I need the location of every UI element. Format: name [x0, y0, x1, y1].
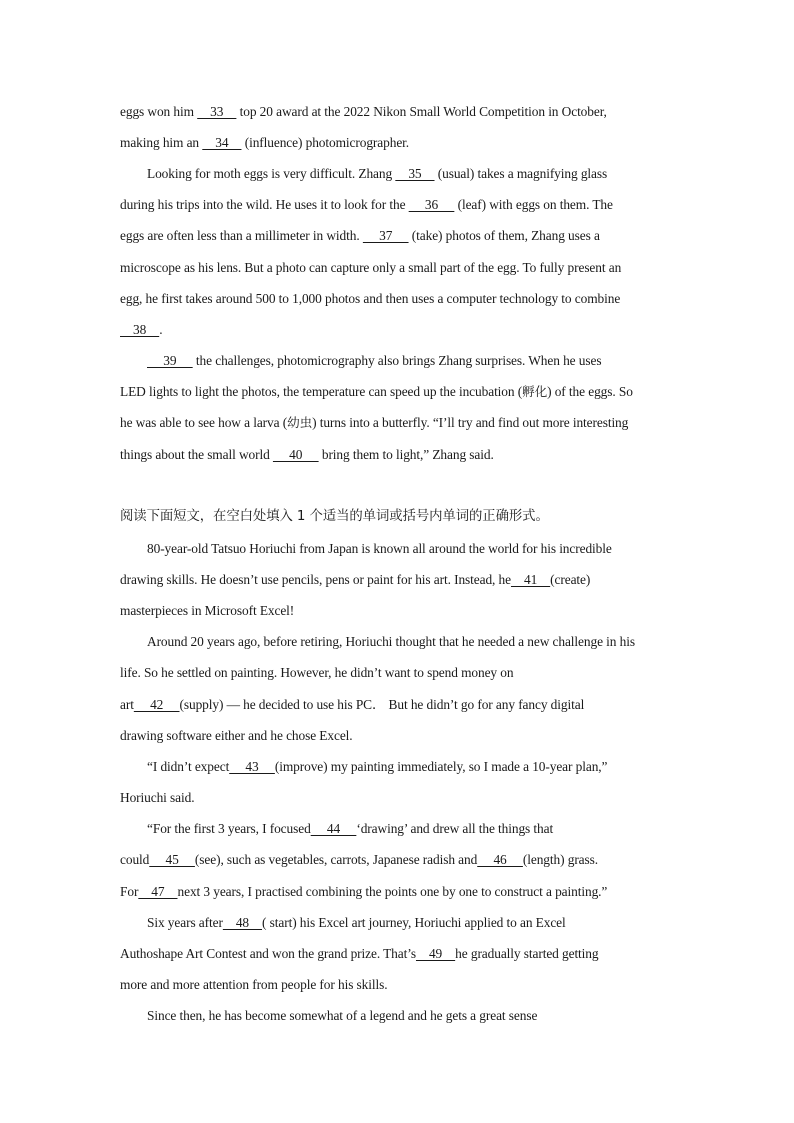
- blank-37[interactable]: 37: [362, 228, 409, 243]
- passage2-line-10: “For the first 3 years, I focused 44 ‘drawing’ and drew all the things that: [147, 821, 554, 836]
- passage1-line-4: during his trips into the wild. He uses it to look for the 36 (leaf) with eggs on them. The: [120, 197, 613, 212]
- passage1-line-11: he was able to see how a larva (幼虫) turns into a butterfly. “I’ll try and find out more interesting: [120, 415, 629, 430]
- passage2-line-11: could 45 (see), such as vegetables, carrots, Japanese radish and 46 (length) grass.: [120, 852, 598, 867]
- blank-42[interactable]: 42: [133, 697, 180, 712]
- passage1-line-12: things about the small world 40 bring them to light,” Zhang said.: [120, 447, 494, 462]
- passage1-line-10: LED lights to light the photos, the temperature can speed up the incubation (孵化) of the eggs. So: [120, 384, 633, 399]
- passage2-line-8: “I didn’t expect 43 (improve) my painting immediately, so I made a 10-year plan,”: [147, 759, 608, 774]
- blank-34[interactable]: 34: [202, 135, 242, 150]
- passage1-line-6: microscope as his lens. But a photo can capture only a small part of the egg. To fully present an: [120, 260, 622, 275]
- blank-33[interactable]: 33: [197, 104, 237, 119]
- section-instruction: 阅读下面短文，在空白处填入 1 个适当的单词或括号内单词的正确形式。: [120, 509, 549, 524]
- blank-40[interactable]: 40: [272, 447, 319, 462]
- passage2-line-3: masterpieces in Microsoft Excel!: [120, 603, 295, 618]
- passage1-line-9: 39 the challenges, photomicrography also brings Zhang surprises. When he uses: [147, 353, 602, 368]
- blank-41[interactable]: 41: [510, 572, 551, 587]
- blank-38[interactable]: 38: [120, 322, 160, 337]
- passage2-line-14: Authoshape Art Contest and won the grand prize. That’s 49 he gradually started getting: [120, 946, 599, 961]
- blank-43[interactable]: 43: [229, 759, 275, 774]
- passage2-line-6: art 42 (supply) — he decided to use his PC． But he didn’t go for any fancy digital: [120, 697, 585, 712]
- passage1-line-3: Looking for moth eggs is very difficult. Zhang 35 (usual) takes a magnifying glass: [147, 166, 608, 181]
- blank-35[interactable]: 35: [395, 166, 435, 181]
- blank-49[interactable]: 49: [415, 946, 456, 961]
- passage1-line-1: eggs won him 33 top 20 award at the 2022 Nikon Small World Competition in October,: [120, 104, 607, 119]
- passage2-line-9: Horiuchi said.: [120, 790, 195, 805]
- passage2-line-5: life. So he settled on painting. However, he didn’t want to spend money on: [120, 665, 514, 680]
- passage1-line-2: making him an 34 (influence) photomicrographer.: [120, 135, 410, 150]
- blank-47[interactable]: 47: [138, 884, 178, 899]
- blank-44[interactable]: 44: [310, 821, 357, 836]
- passage2-line-4: Around 20 years ago, before retiring, Horiuchi thought that he needed a new challenge in his: [147, 634, 635, 649]
- passage1-line-7: egg, he first takes around 500 to 1,000 photos and then uses a computer technology to combine: [120, 291, 621, 306]
- passage2-line-2: drawing skills. He doesn’t use pencils, pens or paint for his art. Instead, he 41 (create): [120, 572, 591, 587]
- passage1-line-8: 38 .: [120, 322, 163, 337]
- passage1-line-5: eggs are often less than a millimeter in width. 37 (take) photos of them, Zhang uses a: [120, 228, 600, 243]
- passage2-line-1: 80-year-old Tatsuo Horiuchi from Japan is known all around the world for his incredible: [147, 541, 612, 556]
- passage2-line-12: For 47 next 3 years, I practised combining the points one by one to construct a painting.”: [120, 884, 608, 899]
- blank-36[interactable]: 36: [408, 197, 455, 212]
- blank-45[interactable]: 45: [149, 852, 195, 867]
- blank-46[interactable]: 46: [477, 852, 523, 867]
- blank-48[interactable]: 48: [222, 915, 263, 930]
- blank-39[interactable]: 39: [147, 353, 193, 368]
- passage2-line-13: Six years after 48 ( start) his Excel art journey, Horiuchi applied to an Excel: [147, 915, 566, 930]
- passage2-line-15: more and more attention from people for his skills.: [120, 977, 388, 992]
- passage2-line-7: drawing software either and he chose Excel.: [120, 728, 353, 743]
- passage2-line-16: Since then, he has become somewhat of a legend and he gets a great sense: [147, 1008, 538, 1023]
